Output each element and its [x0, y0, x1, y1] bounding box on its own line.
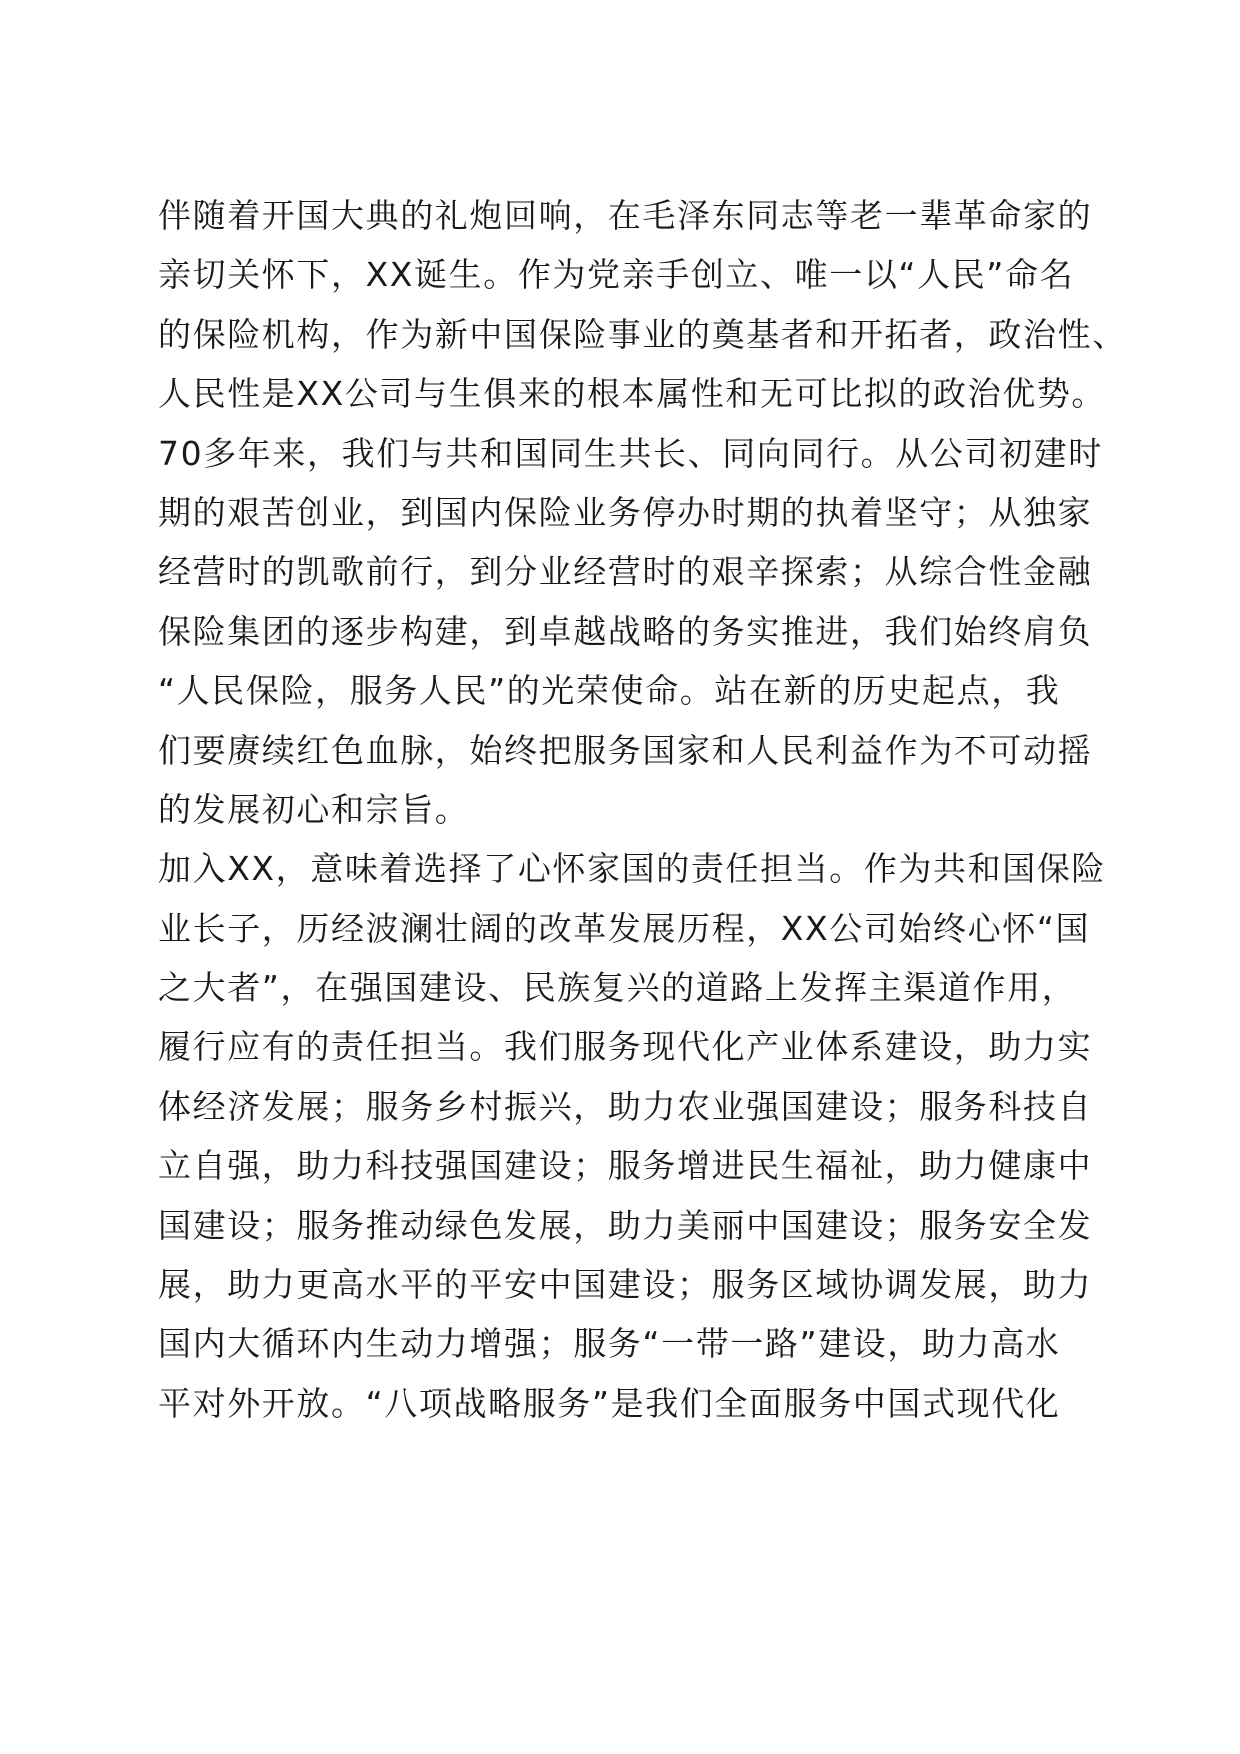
text-line: 业长子，历经波澜壮阔的改革发展历程，XX公司始终心怀“国	[158, 908, 1091, 948]
text-line: 70多年来，我们与共和国同生共长、同向同行。从公司初建时	[158, 433, 1103, 473]
text-line: 经营时的凯歌前行，到分业经营时的艰辛探索；从综合性金融	[158, 552, 1093, 592]
text-line: 体经济发展；服务乡村振兴，助力农业强国建设；服务科技自	[158, 1086, 1093, 1126]
text-line: 的保险机构，作为新中国保险事业的奠基者和开拓者，政治性、	[158, 314, 1127, 354]
text-line: 人民性是XX公司与生俱来的根本属性和无可比拟的政治优势。	[158, 374, 1107, 414]
body-text	[158, 186, 1127, 1433]
text-line: 期的艰苦创业，到国内保险业务停办时期的执着坚守；从独家	[158, 492, 1093, 532]
text-line: 加入XX，意味着选择了心怀家国的责任担当。作为共和国保险	[158, 849, 1107, 889]
text-line: 的发展初心和宗旨。	[158, 789, 470, 829]
text-line: “人民保险，服务人民”的光荣使命。站在新的历史起点，我	[158, 671, 1061, 711]
text-line: 伴随着开国大典的礼炮回响，在毛泽东同志等老一辈革命家的	[158, 196, 1093, 235]
text-line: 亲切关怀下，XX诞生。作为党亲手创立、唯一以“人民”命名	[158, 255, 1075, 295]
text-line: 履行应有的责任担当。我们服务现代化产业体系建设，助力实	[158, 1027, 1093, 1067]
text-line: 国内大循环内生动力增强；服务“一带一路”建设，助力高水	[158, 1324, 1061, 1364]
text-line: 平对外开放。“八项战略服务”是我们全面服务中国式现代化	[158, 1383, 1061, 1423]
text-line: 保险集团的逐步构建，到卓越战略的务实推进，我们始终肩负	[158, 611, 1093, 651]
text-line: 国建设；服务推动绿色发展，助力美丽中国建设；服务安全发	[158, 1205, 1093, 1245]
text-line: 立自强，助力科技强国建设；服务增进民生福祉，助力健康中	[158, 1146, 1093, 1186]
text-line: 展，助力更高水平的平安中国建设；服务区域协调发展，助力	[158, 1265, 1093, 1305]
text-line: 们要赓续红色血脉，始终把服务国家和人民利益作为不可动摇	[158, 730, 1093, 770]
text-line: 之大者”，在强国建设、民族复兴的道路上发挥主渠道作用，	[158, 968, 1077, 1008]
